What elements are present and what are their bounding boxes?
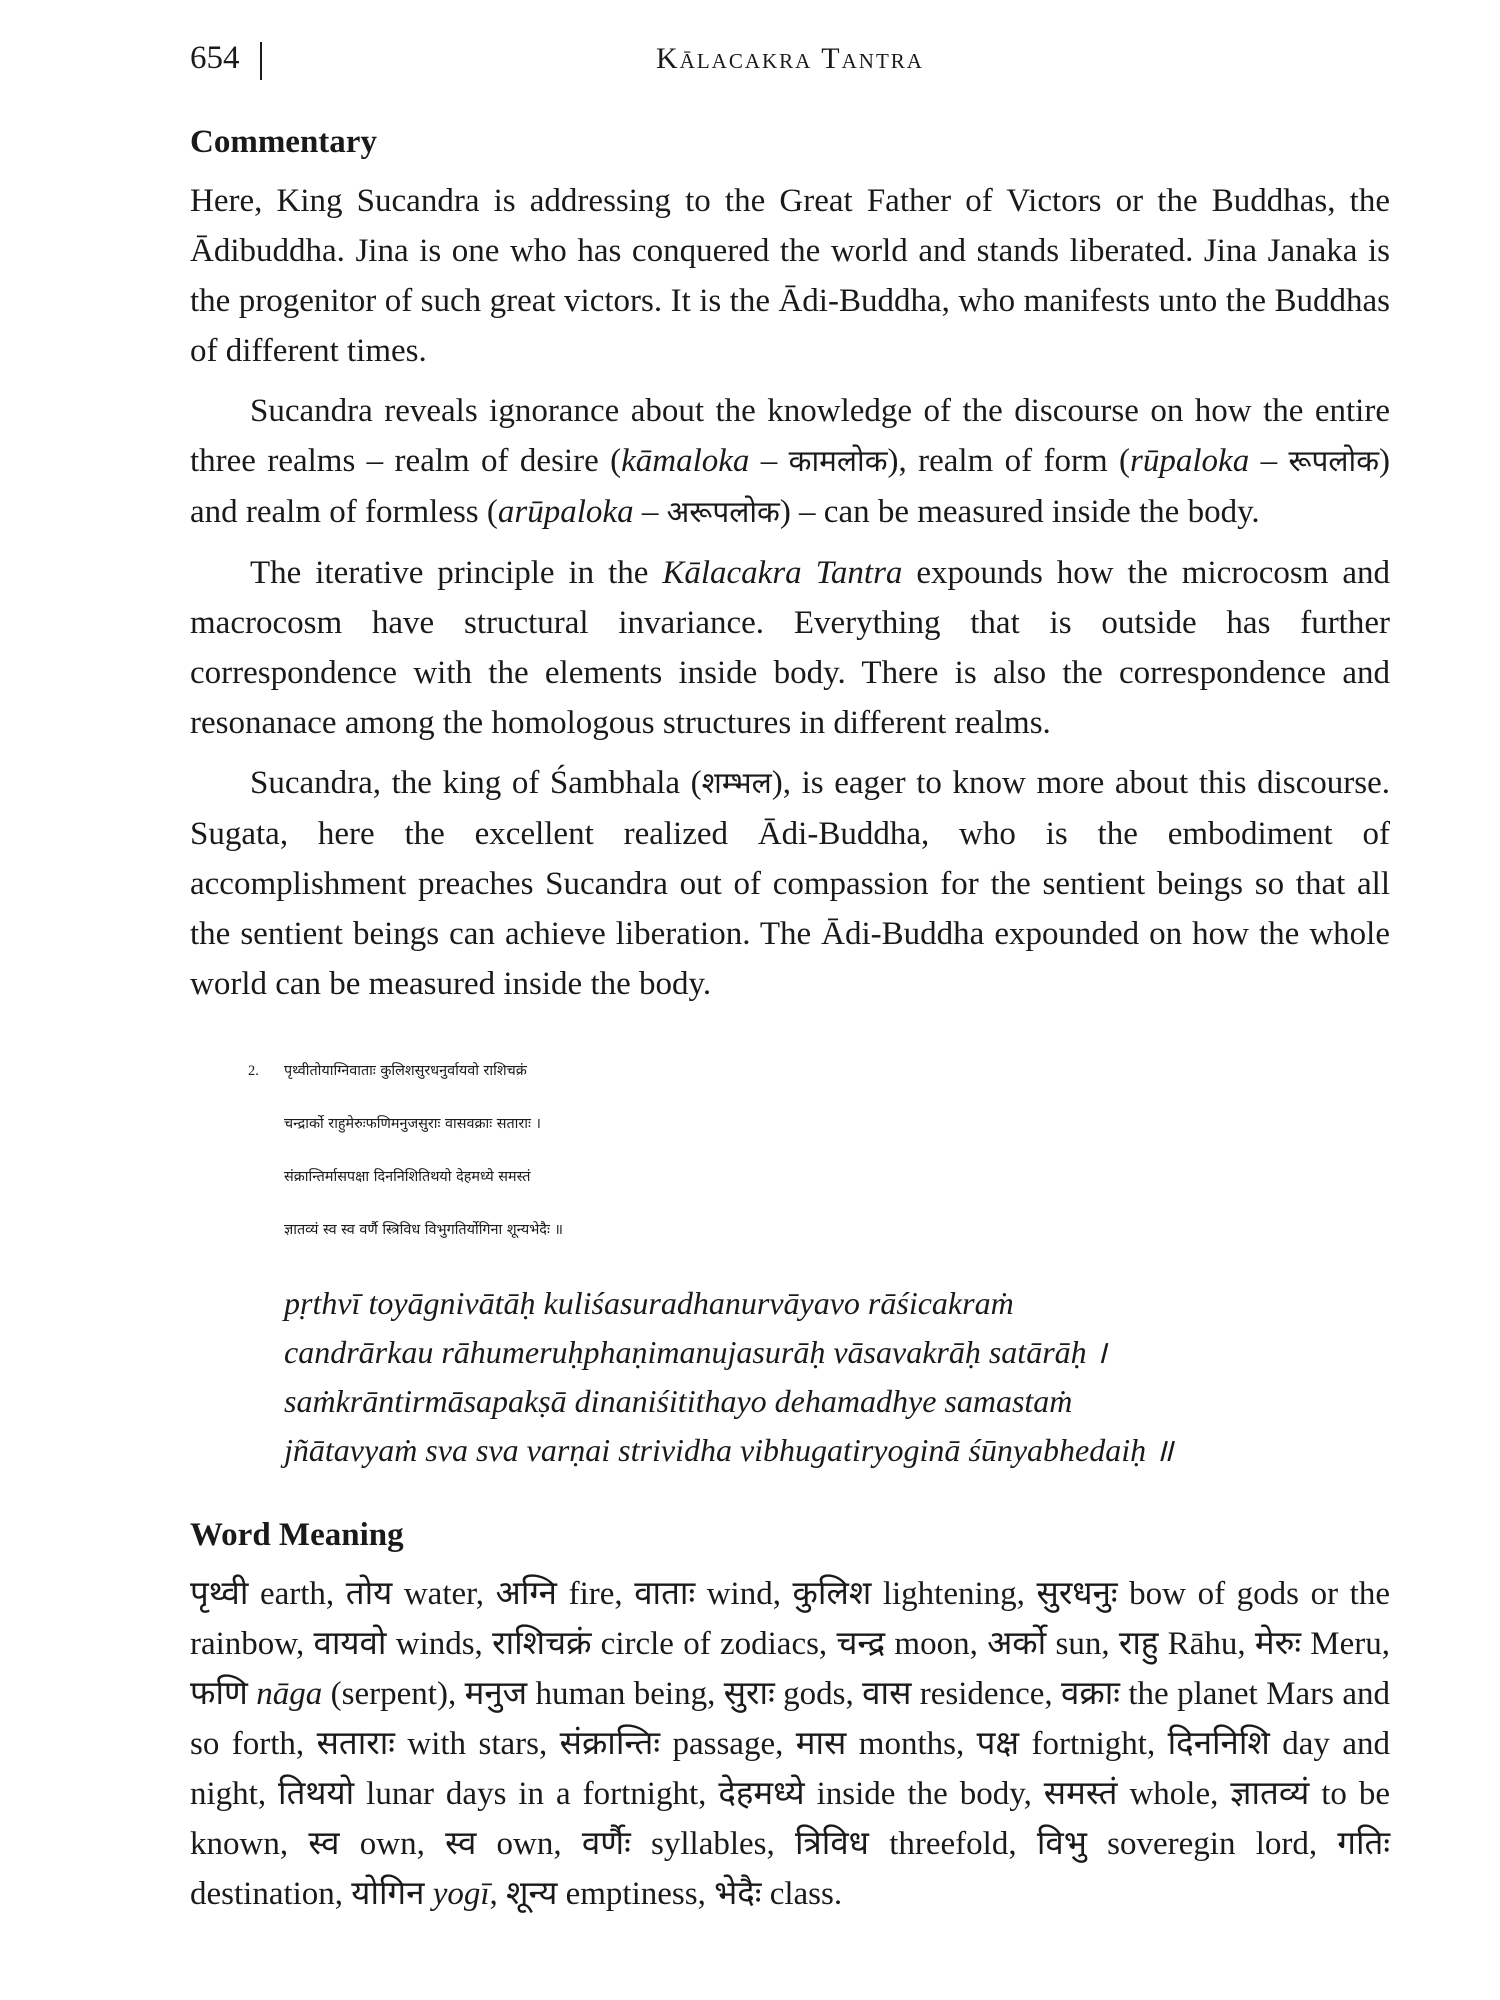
devanagari-kamaloka: कामलोक (788, 444, 888, 479)
text-run: पृथ्वी earth, तोय water, अग्नि fire, वाताः wind, कुलिश lightening, सुरधनुः bow of gods or the rainbow, वायवो winds, राशिचक्रं circle of zodiacs, चन्द्र moon, अर्को sun, राहु Rāhu, मेरुः Meru, फणि (190, 1576, 1390, 1712)
commentary-paragraph-4 (190, 758, 1390, 1009)
text-run: ) and realm of formless ( (190, 443, 1391, 530)
running-head (190, 40, 1390, 90)
commentary-heading: Commentary (190, 124, 377, 160)
text-run: Sucandra, the king of Śambhala ( (250, 765, 702, 801)
page-content (190, 118, 1390, 1929)
transliteration-line: candrārkau rāhumeruḥphaṇimanujasurāḥ vāsavakrāḥ satārāḥ । (284, 1334, 1107, 1370)
devanagari-arupaloka: अरूपलोक (666, 495, 780, 530)
transliteration-line: pṛthvī toyāgnivātāḥ kuliśasuradhanurvāyavo rāśicakraṁ (284, 1285, 1014, 1321)
commentary-paragraph-2 (190, 386, 1390, 538)
text-run: – (633, 494, 667, 530)
text-run: (serpent), मनुज human being, सुराः gods, वास residence, वक्राः the planet Mars and so forth, सताराः with stars, संक्रान्तिः passage, मास months, पक्ष fortnight, दिननिशि day and night, तिथयो lunar days in a fortnight, देहमध्ये inside the body, समस्तं whole, ज्ञातव्यं to be known, स्व own, स्व own, वर्णैः syllables, त्रिविध threefold, विभु soveregin lord, गतिः destination, योगिन (190, 1676, 1390, 1912)
devanagari-sambhala: शम्भल (701, 766, 772, 801)
verse-text: पृथ्वीतोयाग्निवाताः कुलिशसुरधनुर्वायवो राशिचक्रं (284, 1063, 527, 1079)
text-run: – (749, 443, 789, 479)
text-run: expounds how the microcosm and macrocosm have structural invariance. Everything that is outside has further correspondence with the elements inside body. There is also the correspondence and resonanace among the homologous structures in different realms. (190, 555, 1391, 741)
text-run: , शून्य emptiness, भेदैः class. (489, 1876, 843, 1912)
term-rupaloka: rūpaloka (1130, 443, 1250, 479)
text-run: The iterative principle in the (250, 555, 663, 591)
verse-line: चन्द्रार्को राहुमेरुःफणिमनुजसुराः वासवक्राः सताराः । (284, 1116, 541, 1132)
book-title: Kālacakra Tantra (656, 42, 924, 75)
verse-devanagari (248, 1045, 1390, 1257)
text-run: ), realm of form ( (887, 443, 1131, 479)
term-kalacakra-tantra: Kālacakra Tantra (662, 555, 903, 591)
word-meaning-paragraph (190, 1569, 1390, 1919)
term-naga: nāga (256, 1676, 323, 1712)
term-arupaloka: arūpaloka (497, 494, 634, 530)
commentary-paragraph-3 (190, 548, 1390, 748)
term-kamaloka: kāmaloka (621, 443, 750, 479)
devanagari-rupaloka: रूपलोक (1288, 444, 1380, 479)
transliteration-line: saṁkrāntirmāsapakṣā dinaniśitithayo dehamadhye samastaṁ (284, 1383, 1073, 1419)
text-run: ) – can be measured inside the body. (779, 494, 1260, 530)
commentary-paragraph-1: Here, King Sucandra is addressing to the Great Father of Victors or the Buddhas, the Ādibuddha. Jina is one who has conquered the world and stands liberated. Jina Janaka is the progenitor of such great victors. It is the Ādi-Buddha, who manifests unto the Buddhas of different times. (190, 183, 1390, 369)
text-run: Sucandra reveals ignorance about the knowledge of the discourse on how the entire three realms – realm of desire ( (190, 393, 1390, 479)
verse-number: 2. (248, 1063, 259, 1079)
verse-transliteration (284, 1279, 1390, 1475)
text-run: – (1249, 443, 1289, 479)
page-number: 654 (190, 40, 240, 76)
word-meaning-heading: Word Meaning (190, 1517, 404, 1553)
verse-line: ज्ञातव्यं स्व स्व वर्णै स्त्रिविध विभुगतिर्योगिना शून्यभेदैः ॥ (284, 1222, 564, 1238)
term-yogi: yogī (432, 1876, 490, 1912)
verse-line (248, 1045, 1390, 1098)
verse-line: संक्रान्तिर्मासपक्षा दिननिशितिथयो देहमध्ये समस्तं (284, 1169, 531, 1185)
transliteration-line: jñātavyaṁ sva sva varṇai strividha vibhugatiryoginā śūnyabhedaiḥ ॥ (284, 1432, 1174, 1468)
text-run: ), is eager to know more about this discourse. Sugata, here the excellent realized Ādi-Buddha, who is the embodiment of accomplishment preaches Sucandra out of compassion for the sentient beings so that all the sentient beings can achieve liberation. The Ādi-Buddha expounded on how the whole world can be measured inside the body. (190, 765, 1390, 1002)
